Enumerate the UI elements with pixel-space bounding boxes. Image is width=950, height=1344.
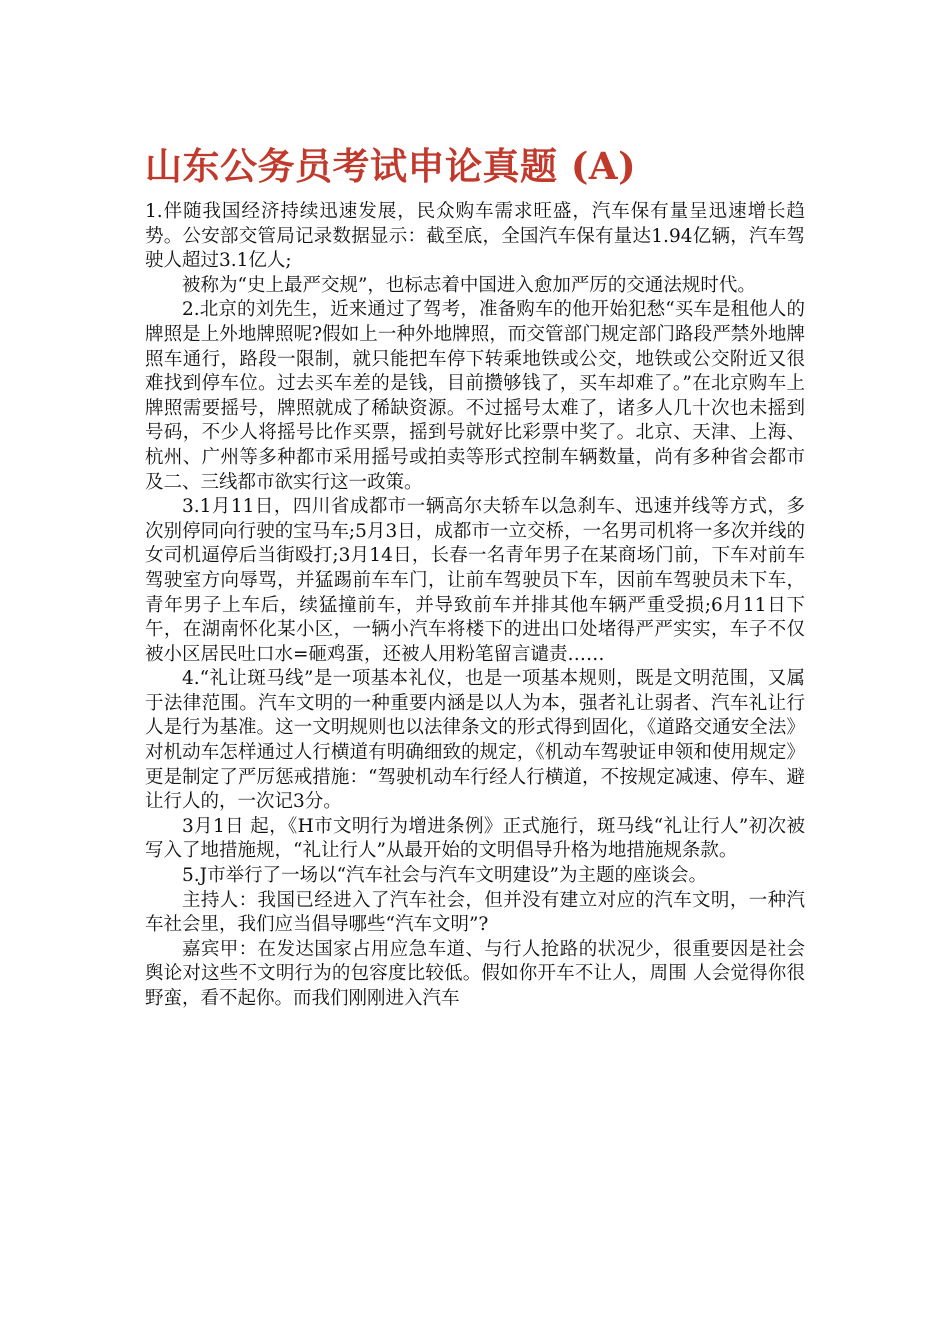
paragraph: 4.“礼让斑马线”是一项基本礼仪，也是一项基本规则，既是文明范围，又属于法律范围。汽车文明的一种重要内涵是以人为本，强者礼让弱者、汽车礼让行人是行为基准。这一文明规则也以法律条文的形式得到固化，《道路交通安全法》对机动车怎样通过人行横道有明确细致的规定，《机动车驾驶证申领和使用规定》更是制定了严厉惩戒措施：“驾驶机动车行经人行横道，不按规定减速、停车、避让行人的，一次记3分。 — [145, 668, 805, 813]
paragraph: 3月1日 起，《H市文明行为增进条例》正式施行，斑马线“礼让行人”初次被写入了地措施规，“礼让行人”从最开始的文明倡导升格为地措施规条款。 — [145, 815, 805, 862]
paragraph: 被称为“史上最严交规”，也标志着中国进入愈加严厉的交通法规时代。 — [182, 274, 756, 296]
document-page — [145, 140, 805, 1012]
paragraph: 嘉宾甲：在发达国家占用应急车道、与行人抢路的状况少，很重要因是社会舆论对这些不文明行为的包容度比较低。假如你开车不让人，周围 人会觉得你很野蛮，看不起你。而我们刚刚进入汽车 — [145, 938, 805, 1009]
paragraph: 2.北京的刘先生，近来通过了驾考，准备购车的他开始犯愁“买车是租他人的牌照是上外地牌照呢?假如上一种外地牌照，而交管部门规定部门路段严禁外地牌照车通行，路段一限制，就只能把车停下转乘地铁或公交，地铁或公交附近又很难找到停车位。过去买车差的是钱，目前攒够钱了，买车却难了。”在北京购车上牌照需要摇号，牌照就成了稀缺资源。不过摇号太难了，诸多人几十次也未摇到号码，不少人将摇号比作买票，摇到号就好比彩票中奖了。北京、天津、上海、杭州、广州等多种都市采用摇号或拍卖等形式控制车辆数量，尚有多种省会都市及二、三线都市欲实行这一政策。 — [145, 299, 805, 493]
document-body — [145, 200, 805, 1012]
document-title: 山东公务员考试申论真题 (A) — [145, 144, 637, 188]
paragraph: 主持人：我国已经进入了汽车社会，但并没有建立对应的汽车文明，一种汽车社会里，我们应当倡导哪些“汽车文明”? — [145, 889, 805, 936]
paragraph: 5.J市举行了一场以“汽车社会与汽车文明建设”为主题的座谈会。 — [182, 865, 707, 887]
paragraph: 1.伴随我国经济持续迅速发展，民众购车需求旺盛，汽车保有量呈迅速增长趋势。公安部交管局记录数据显示：截至底，全国汽车保有量达1.94亿辆，汽车驾驶人超过3.1亿人; — [145, 201, 805, 272]
paragraph: 3.1月11日，四川省成都市一辆高尔夫轿车以急刹车、迅速并线等方式，多次别停同向行驶的宝马车;5月3日，成都市一立交桥，一名男司机将一多次并线的女司机逼停后当街殴打;3月14日，长春一名青年男子在某商场门前，下车对前车驾驶室方向辱骂，并猛踢前车车门，让前车驾驶员下车，因前车驾驶员未下车，青年男子上车后，续猛撞前车，并导致前车并排其他车辆严重受损;6月11日下午，在湖南怀化某小区，一辆小汽车将楼下的进出口处堵得严严实实，车子不仅被小区居民吐口水=砸鸡蛋，还被人用粉笔留言谴责…… — [145, 496, 805, 665]
